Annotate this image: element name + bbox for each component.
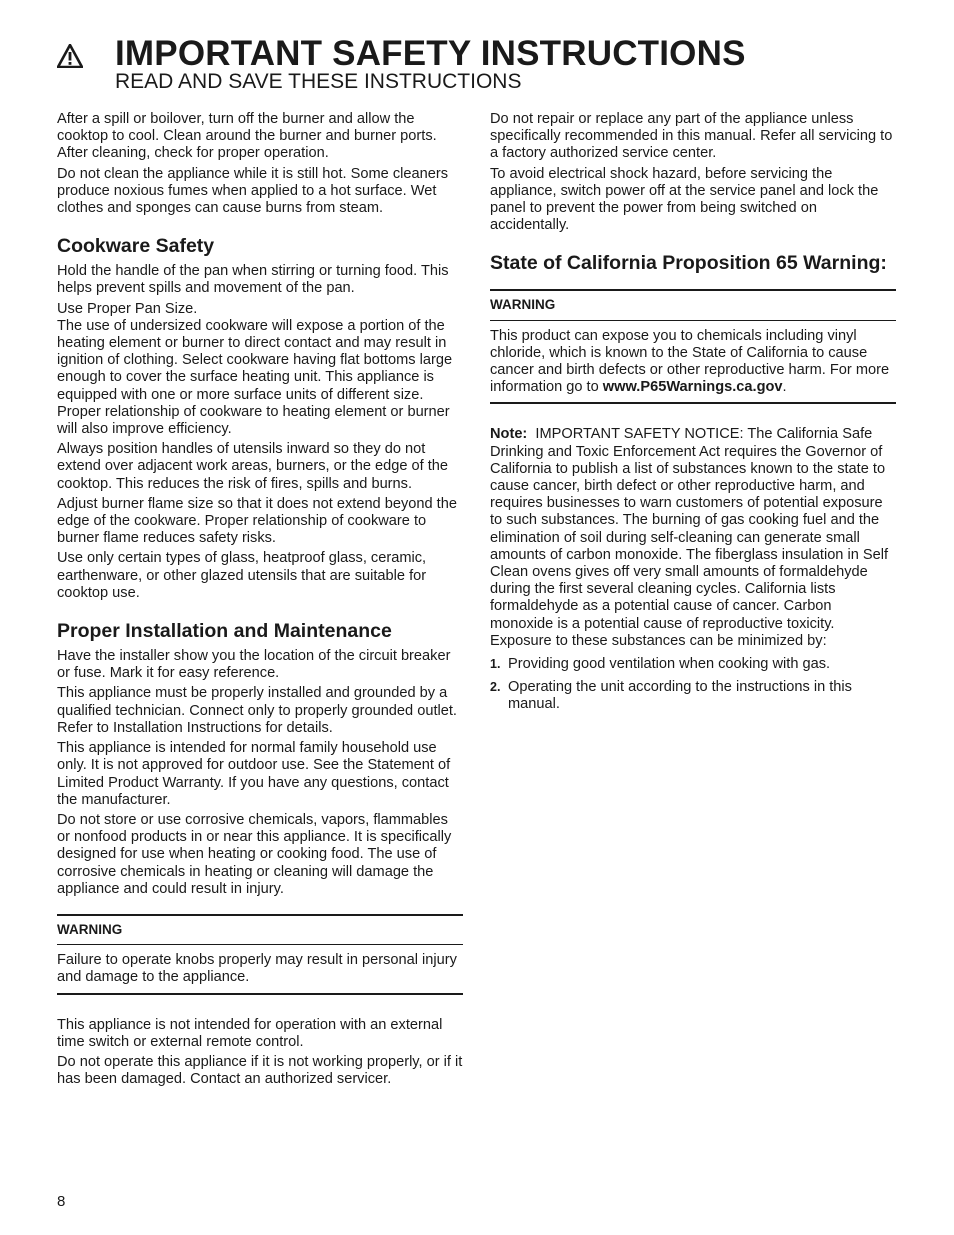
page-subtitle: READ AND SAVE THESE INSTRUCTIONS <box>115 70 522 93</box>
pan-size-text: The use of undersized cookware will expose a portion of the heating element or burner to direct contact and may result in ignition of clothing. Select cookware having flat bottoms large enough to cover the surface heating unit. This appliance is equipped with one or more surface units of different size. Proper relationship of cookware to heating element or burner will also improve efficiency. <box>57 317 453 438</box>
note-paragraph <box>490 426 896 650</box>
warning-title: WARNING <box>490 291 896 320</box>
paragraph: After a spill or boilover, turn off the burner and allow the cooktop to cool. Clean around the burner and burner ports. After cleaning, check for proper operation. <box>57 111 437 162</box>
paragraph: Have the installer show you the location of the circuit breaker or fuse. Mark it for easy reference. <box>57 648 451 682</box>
paragraph: This appliance is not intended for operation with an external time switch or external remote control. <box>57 1016 443 1050</box>
paragraph: Do not repair or replace any part of the appliance unless specifically recommended in this manual. Refer all servicing to a factory authorized service center. <box>490 111 893 162</box>
paragraph: To avoid electrical shock hazard, before servicing the appliance, switch power off at the service panel and lock the panel to prevent the power from being switched on accidentally. <box>490 165 879 234</box>
paragraph: Do not operate this appliance if it is not working properly, or if it has been damaged. Contact an authorized servicer. <box>57 1053 463 1088</box>
numbered-list <box>490 656 896 714</box>
paragraph: Hold the handle of the pan when stirring or turning food. This helps prevent spills and movement of the pan. <box>57 263 449 297</box>
page-number: 8 <box>57 1193 66 1210</box>
list-number: 1. <box>490 657 501 672</box>
warning-body <box>490 328 896 403</box>
paragraph <box>57 301 463 439</box>
list-item <box>490 656 896 673</box>
section-heading-cookware-safety: Cookware Safety <box>57 235 215 258</box>
left-column <box>57 111 463 1091</box>
paragraph: Adjust burner flame size so that it does not extend beyond the edge of the cookware. Proper relationship of cookware to burner flame reduces safety risks. <box>57 495 457 547</box>
warning-triangle-icon <box>57 44 83 68</box>
warning-text: This product can expose you to chemicals including vinyl chloride, which is known to the State of California to cause cancer and birth defects or other reproductive harm. For more information go to <box>490 327 890 396</box>
list-item <box>490 679 896 713</box>
note-label: Note: <box>490 426 528 443</box>
page-title: IMPORTANT SAFETY INSTRUCTIONS <box>115 34 746 73</box>
paragraph: Always position handles of utensils inward so they do not extend over adjacent work areas, burners, or the edge of the cooktop. This reduces the risk of fires, spills and burns. <box>57 441 449 492</box>
warning-period: . <box>782 379 787 396</box>
list-number: 2. <box>490 680 501 695</box>
list-text: Operating the unit according to the instructions in this manual. <box>508 679 852 713</box>
warning-body: Failure to operate knobs properly may result in personal injury and damage to the appliance. <box>57 952 457 986</box>
warning-title: WARNING <box>57 916 463 945</box>
paragraph: Do not clean the appliance while it is still hot. Some cleaners produce noxious fumes when applied to a hot surface. Wet clothes and sponges can cause burns from steam. <box>57 165 448 217</box>
right-column <box>490 111 896 720</box>
paragraph: This appliance must be properly installed and grounded by a qualified technician. Connect only to properly grounded outlet. Refer to Installation Instructions for details. <box>57 685 457 736</box>
p65-link[interactable]: www.P65Warnings.ca.gov <box>602 379 783 396</box>
warning-box-prop65 <box>490 289 896 404</box>
section-heading-prop65: State of California Proposition 65 Warning: <box>490 252 887 275</box>
pan-size-label: Use Proper Pan Size. <box>57 300 198 317</box>
note-text: IMPORTANT SAFETY NOTICE: The California Safe Drinking and Toxic Enforcement Act requires the Governor of California to publish a list of substances known to the state to cause cancer, birth defect or other reproductive harm, and requires businesses to warn customers of potential exposure to such substances. The burning of gas cooking fuel and the elimination of soil during self-cleaning can generate small amounts of carbon monoxide. The fiberglass insulation in Self Clean ovens gives off very small amounts of formaldehyde during the first several cleaning cycles. California lists formaldehyde as a potential cause of cancer. Carbon monoxide is a potential cause of reproductive toxicity. Exposure to these substances can be minimized by: <box>490 426 889 649</box>
paragraph: Use only certain types of glass, heatproof glass, ceramic, earthenware, or other glazed utensils that are suitable for cooktop use. <box>57 550 427 601</box>
list-text: Providing good ventilation when cooking with gas. <box>508 656 831 673</box>
paragraph: Do not store or use corrosive chemicals, vapors, flammables or nonfood products in or near this appliance. It is specifically designed for use when heating or cooking food. The use of corrosive chemicals in heating or cleaning will damage the appliance and could result in injury. <box>57 811 452 897</box>
section-heading-installation: Proper Installation and Maintenance <box>57 620 392 643</box>
warning-box-knobs <box>57 914 463 995</box>
paragraph: This appliance is intended for normal family household use only. It is not approved for outdoor use. See the Statement of Limited Product Warranty. If you have any questions, contact the manufacturer. <box>57 740 451 808</box>
